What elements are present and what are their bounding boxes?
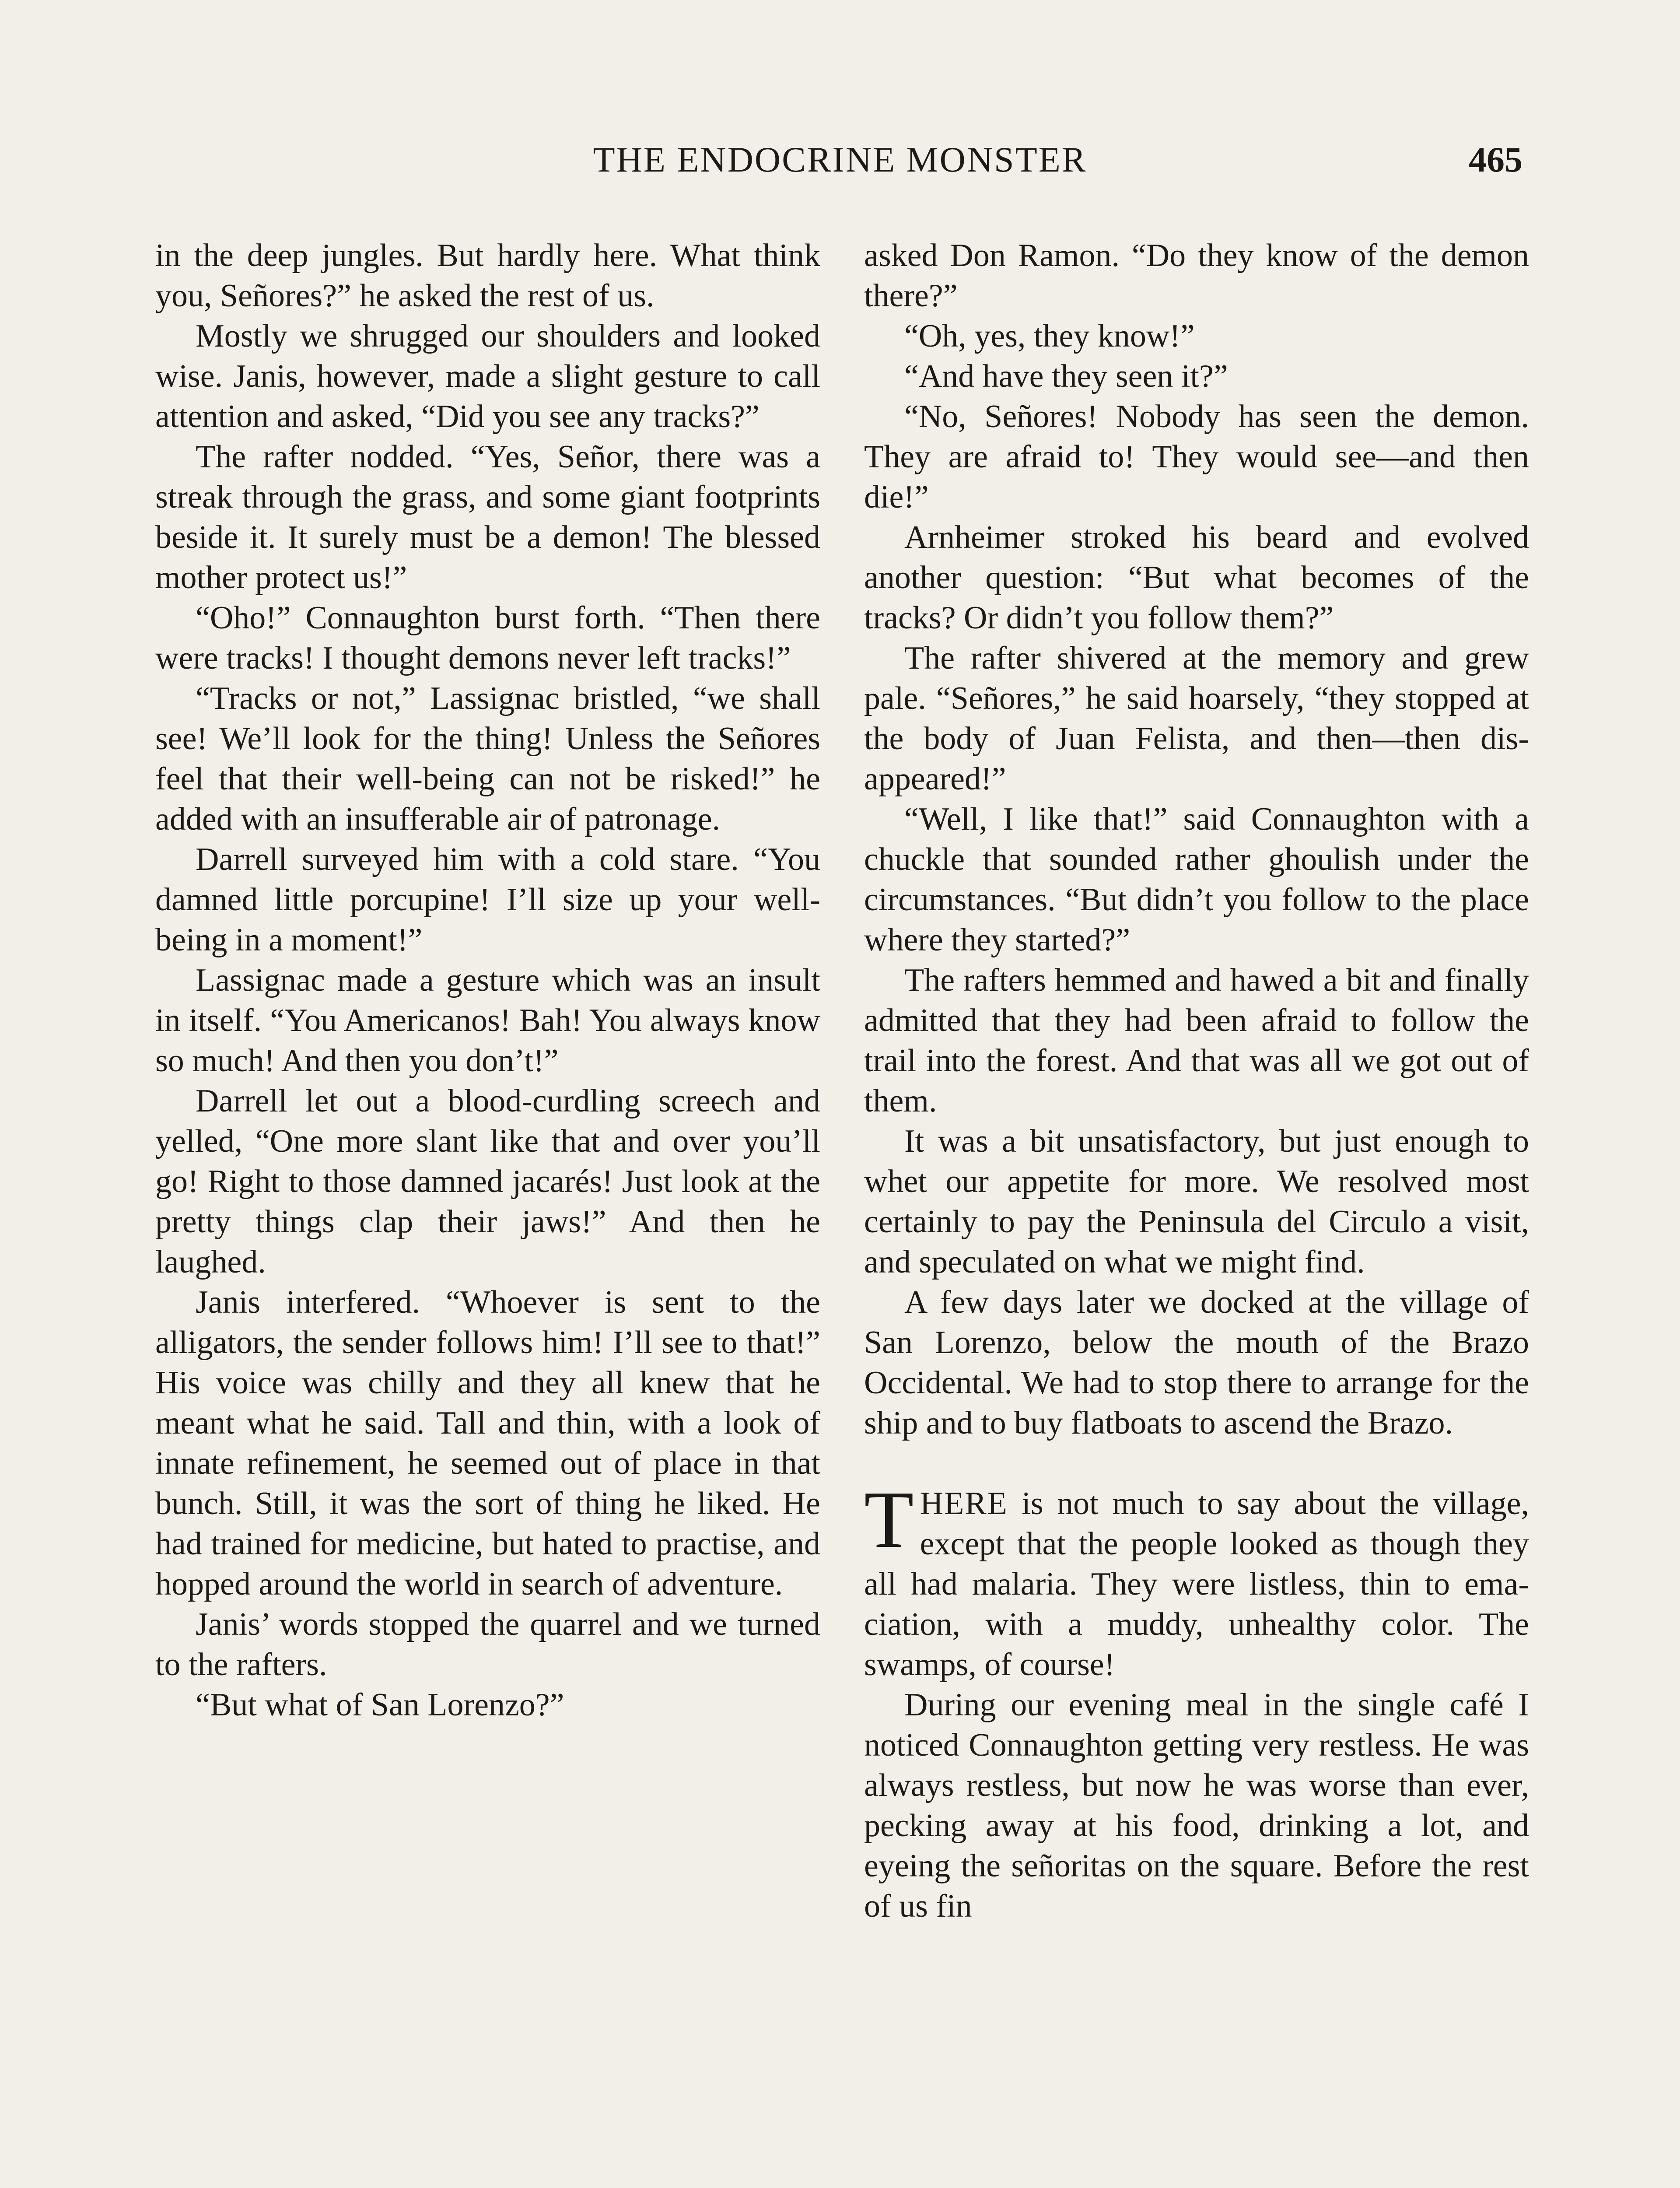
paragraph: The rafter shivered at the memory and grew pale. “Señores,” he said hoarsely, “they stopped at the body of Juan Felista, and then—then disappeared!” — [864, 640, 1529, 797]
paragraph: A few days later we docked at the village of San Lorenzo, below the mouth of the Brazo Occidental. We had to stop there to arrange for the ship and to buy flatboats to ascend the Brazo. — [864, 1284, 1529, 1441]
paragraph: The rafters hemmed and hawed a bit and finally admitted that they had been afraid to follow the trail into the forest. And that was all we got out of them. — [864, 962, 1529, 1119]
page-number: 465 — [1469, 140, 1522, 179]
running-head — [158, 139, 1522, 187]
paragraph: “Well, I like that!” said Connaughton with a chuckle that sounded rather ghoulish under the circumstances. “But didn’t you follow to the place where they started?” — [864, 801, 1529, 958]
paragraph: “Oh, yes, they know!” — [904, 318, 1195, 354]
paragraph: “Tracks or not,” Lassignac bristled, “we shall see! We’ll look for the thing! Unless the Señores feel that their well-being can not be risked!” he added with an insufferable air of patronage. — [155, 680, 820, 837]
paragraph: Janis interfered. “Whoever is sent to the alligators, the sender follows him! I’ll see to that!” His voice was chilly and they all knew that he meant what he said. Tall and thin, with a look of innate refinement, he seemed out of place in that bunch. Still, it was the sort of thing he liked. He had trained for medicine, but hated to practise, and hopped around the world in search of adventure. — [155, 1284, 820, 1602]
section-opening-text: is not much to say about the village, except that the people looked as though they all had malaria. They were listless, thin to emaciation, with a muddy, unhealthy color. The swamps, of course! — [864, 1486, 1529, 1683]
paragraph: It was a bit unsatisfactory, but just enough to whet our appetite for more. We resolved most certainly to pay the Peninsula del Circulo a visit, and speculated on what we might find. — [864, 1123, 1529, 1280]
paragraph: Arnheimer stroked his beard and evolved another question: “But what becomes of the tracks? Or didn’t you follow them?” — [864, 519, 1529, 636]
section-opening-paragraph — [864, 1475, 1529, 1685]
running-title: THE ENDOCRINE MONSTER — [593, 140, 1087, 179]
paragraph: “But what of San Lorenzo?” — [196, 1687, 564, 1723]
paragraph: During our evening meal in the single café I noticed Connaughton getting very restless. He was always restless, but now he was worse than ever, pecking away at his food, drinking a lot, and eyeing the señoritas on the square. Before the rest of us fin — [864, 1687, 1529, 1924]
paragraph: Mostly we shrugged our shoulders and looked wise. Janis, however, made a slight gesture to call attention and asked, “Did you see any tracks?” — [155, 318, 820, 435]
paragraph: Darrell let out a blood-curdling screech and yelled, “One more slant like that and over you’ll go! Right to those damned jacarés! Just look at the pretty things clap their jaws!” And then he laughed. — [155, 1083, 820, 1280]
left-column — [155, 235, 820, 1725]
paragraph: Lassignac made a gesture which was an insult in itself. “You Americanos! Bah! You always know so much! And then you don’t!” — [155, 962, 820, 1079]
paragraph: asked Don Ramon. “Do they know of the demon there?” — [864, 238, 1529, 314]
paragraph: “And have they seen it?” — [904, 358, 1228, 394]
right-column — [864, 235, 1529, 1926]
paragraph: Darrell surveyed him with a cold stare. “You damned little porcupine! I’ll size up your well-being in a moment!” — [155, 842, 820, 958]
paragraph: “No, Señores! Nobody has seen the demon. They are afraid to! They would see—and then die!” — [864, 399, 1529, 515]
paragraph: The rafter nodded. “Yes, Señor, there was a streak through the grass, and some giant footprints beside it. It surely must be a demon! The blessed mother protect us!” — [155, 439, 820, 596]
drop-cap: T — [864, 1475, 914, 1565]
paragraph: Janis’ words stopped the quarrel and we turned to the rafters. — [155, 1606, 820, 1683]
paragraph: in the deep jungles. But hardly here. What think you, Señores?” he asked the rest of us. — [155, 238, 820, 314]
small-caps-lead: HERE — [920, 1486, 1008, 1522]
paragraph: “Oho!” Connaughton burst forth. “Then there were tracks! I thought demons never left tracks!” — [155, 600, 820, 676]
